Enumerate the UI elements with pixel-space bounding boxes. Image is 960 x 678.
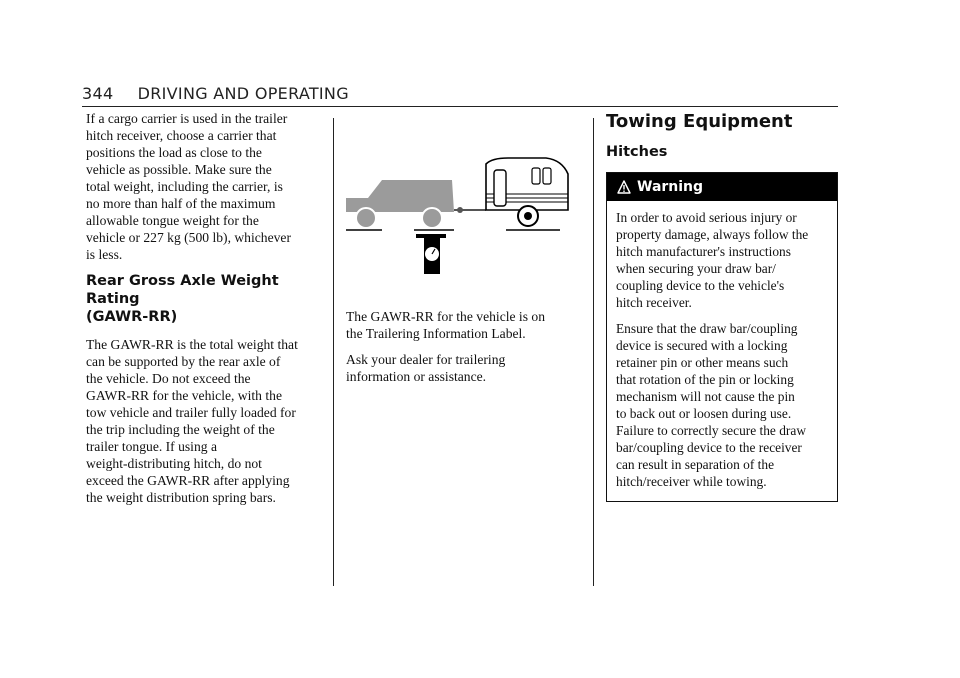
- page-number: 344: [82, 84, 114, 103]
- column-right: [606, 110, 838, 502]
- column-middle: [346, 110, 576, 394]
- vehicle-trailer-rear-axle-scale-illustration: [342, 154, 572, 274]
- trailering-label-paragraph: The GAWR-RR for the vehicle is on the Trailering Information Label.: [346, 309, 545, 341]
- section-title: DRIVING AND OPERATING: [137, 84, 349, 103]
- gawr-rr-paragraph: The GAWR-RR is the total weight that can be supported by the rear axle of the vehicle. Do not exceed the GAWR-RR for the vehicle, with the tow vehicle and trailer fully loaded for the trip including the weight of the trailer tongue. If using a weight-distributing hitch, do not exceed the GAWR-RR after applying the weight distribution spring bars.: [86, 337, 298, 505]
- warning-label: Warning: [637, 179, 704, 195]
- warning-paragraph-2: Ensure that the draw bar/coupling device is secured with a locking retainer pin or other means such that rotation of the pin or locking mechanism will not cause the pin to back out or loosen during use. Failure to correctly secure the draw bar/coupling device to the receiver can result in separation of the hitch/receiver while towing.: [616, 321, 806, 489]
- trailer-illustration-svg: [342, 154, 572, 274]
- header-divider: [82, 106, 838, 107]
- warning-paragraph-1: In order to avoid serious injury or property damage, always follow the hitch manufacturer's instructions when securing your draw bar/ coupling device to the vehicle's hitch receiver.: [616, 210, 809, 310]
- column-divider: [593, 118, 594, 586]
- towing-equipment-heading: Towing Equipment: [606, 111, 793, 132]
- dealer-assistance-paragraph: Ask your dealer for trailering information or assistance.: [346, 352, 506, 384]
- column-divider: [333, 118, 334, 586]
- warning-body: [607, 201, 837, 501]
- warning-box: [606, 172, 838, 502]
- page-header: [82, 84, 838, 104]
- column-left: [86, 110, 322, 515]
- hitches-heading: Hitches: [606, 144, 668, 160]
- cargo-carrier-paragraph: If a cargo carrier is used in the trailer hitch receiver, choose a carrier that positions the load as close to the vehicle as possible. Make sure the total weight, including the carrier, is no more than half of the maximum allowable tongue weight for the vehicle or 227 kg (500 lb), whichever is less.: [86, 111, 291, 262]
- warning-header: [607, 173, 837, 201]
- gawr-rr-heading: Rear Gross Axle Weight Rating (GAWR-RR): [86, 273, 279, 325]
- warning-triangle-icon: [617, 180, 631, 194]
